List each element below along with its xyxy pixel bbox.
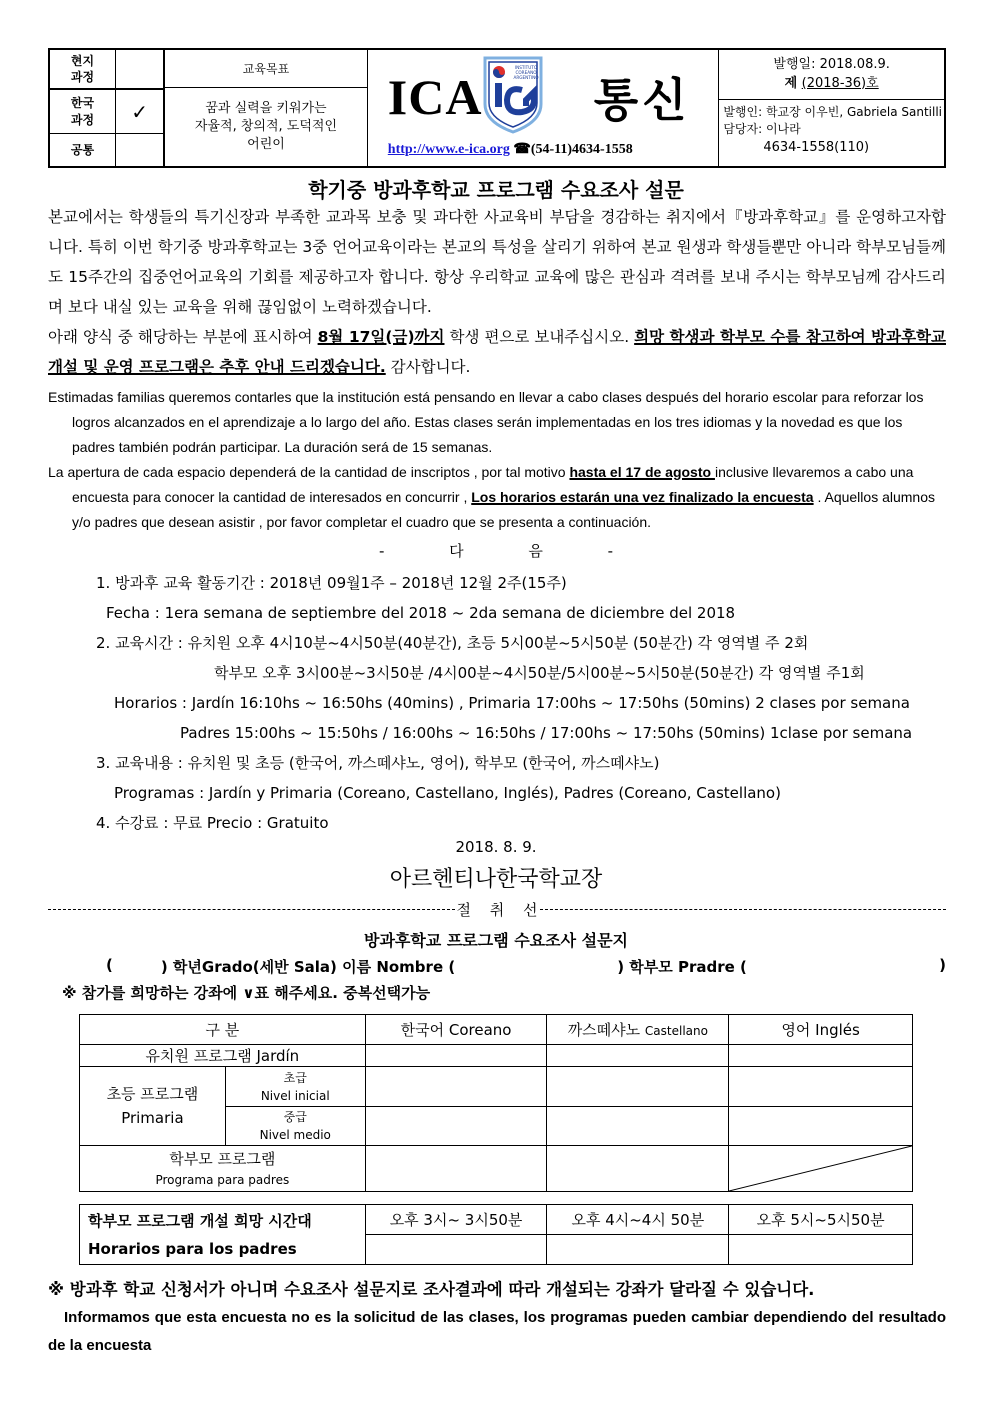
disabled-cell <box>729 1146 913 1192</box>
newsletter-header <box>48 48 946 168</box>
form-title: 방과후학교 프로그램 수요조사 설문지 <box>363 931 628 950</box>
parents-ko: 학부모 프로그램 <box>169 1150 276 1169</box>
parent-label: ) 학부모 Pradre ( <box>617 958 747 976</box>
level-intermediate <box>225 1107 365 1146</box>
issue-number-prefix: 제 <box>784 75 802 91</box>
header-castellano <box>547 1015 729 1045</box>
paren: ( <box>106 956 113 974</box>
intro-spanish-paragraph-1: Estimadas familias queremos contarles que la institución está pensando en llevar a cabo clases después del horario escolar para reforzar los logros alcanzados en el aprendizaje a lo largo del año. Estas clases serán implementadas en los tres idiomas y la novedad es que los padres también podrán participar. La duración será de 15 semanas. <box>48 389 924 455</box>
school-logo-icon <box>482 56 544 134</box>
check-cell[interactable] <box>729 1067 913 1107</box>
check-cell[interactable] <box>365 1235 547 1265</box>
time-table-label <box>80 1205 366 1265</box>
check-cell[interactable] <box>729 1045 913 1067</box>
detail-time-es: Horarios : Jardín 16:10hs ~ 16:50hs (40mins) , Primaria 17:00hs ~ 17:50hs (50mins) 2 clases por semana <box>114 694 910 712</box>
details-heading: - 다 음 - <box>378 542 614 560</box>
detail-time: 2. 교육시간 : 유치원 오후 4시10분~4시50분(40분간), 초등 5시00분~5시50분 (50분간) 각 영역별 주 2회 <box>96 634 809 652</box>
check-cell[interactable] <box>365 1107 547 1146</box>
intro-spanish-paragraph-2 <box>48 460 946 535</box>
check-cell[interactable] <box>547 1235 729 1265</box>
table-header-row <box>80 1015 913 1045</box>
intro-korean-paragraph-1: 본교에서는 학생들의 특기신장과 부족한 교과목 보충 및 과다한 사교육비 부담을 경감하는 취지에서『방과후학교』를 운영하고자합니다. 특히 이번 학기중 방과후학교는 3중 언어교육이라는 본교의 특성을 살리기 위하여 본교 원생과 학생들뿐만 아니라 학부모님들께도 15주간의 집중언어교육의 기회를 제공하고자 합니다. 항상 우리학교 교육에 많은 관심과 격려를 보내 주시는 학부모님께 감사드리며 보다 내실 있는 교육을 위해 끊임없이 노력하겠습니다. <box>48 208 946 316</box>
detail-period-es: Fecha : 1era semana de septiembre del 2018 ~ 2da semana de diciembre del 2018 <box>106 604 736 622</box>
table-row <box>80 1205 913 1235</box>
header-castellano-ko: 까스떼샤노 <box>567 1021 641 1039</box>
curriculum-label: 현지 과정 <box>50 50 116 88</box>
issue-date: 발행일: 2018.08.9. <box>773 56 890 72</box>
detail-period: 1. 방과후 교육 활동기간 : 2018년 09월1주 – 2018년 12월 2주(15주) <box>96 574 567 592</box>
form-fields <box>106 956 946 977</box>
detail-time-parents: 학부모 오후 3시00분~3시50분 /4시00분~4시50분/5시00분~5시50분(50분간) 각 영역별 주1회 <box>214 664 865 682</box>
table-row <box>80 1067 913 1107</box>
detail-time-parents-es: Padres 15:00hs ~ 15:50hs / 16:00hs ~ 16:50hs / 17:00hs ~ 17:50hs (50mins) 1clase por semana <box>180 724 913 742</box>
curriculum-row-local <box>50 50 163 90</box>
check-cell[interactable] <box>547 1067 729 1107</box>
check-cell[interactable] <box>365 1067 547 1107</box>
header-english: 영어 Inglés <box>729 1015 913 1045</box>
time-label-ko: 학부모 프로그램 개설 희망 시간대 <box>88 1211 312 1230</box>
check-cell[interactable] <box>547 1107 729 1146</box>
issue-number-value: (2018-36)호 <box>801 75 879 91</box>
staff-info <box>719 100 944 166</box>
check-cell[interactable] <box>365 1146 547 1192</box>
detail-content: 3. 교육내용 : 유치원 및 초등 (한국어, 까스떼샤노, 영어), 학부모 (한국어, 까스떼샤노) <box>96 754 660 772</box>
logo-text-line: ARGENTINO <box>513 75 539 80</box>
table-row <box>80 1146 913 1192</box>
cut-line <box>48 898 946 920</box>
table-row <box>80 1045 913 1067</box>
publisher: 발행인: 학교장 이우빈, Gabriela Santilli <box>723 105 942 119</box>
level-beginner-es: Nivel inicial <box>260 1088 330 1103</box>
dashed-line <box>48 909 455 910</box>
curriculum-check <box>116 50 163 88</box>
dashed-line <box>540 909 947 910</box>
header-korean: 한국어 Coreano <box>365 1015 547 1045</box>
form-instruction: ※ 참가를 희망하는 강좌에 ∨표 해주세요. 중복선택가능 <box>62 984 431 1002</box>
row-primary-label <box>80 1067 226 1146</box>
brand-name: ICA <box>387 69 483 125</box>
notice-text: 희망 학생과 학부모 수를 참고하여 방과후학교 개설 및 운영 프로그램은 추후 안내 드리겠습니다. <box>48 328 946 376</box>
parent-name-input[interactable] <box>747 956 939 977</box>
issue-number <box>719 75 944 94</box>
header-castellano-es: Castellano <box>644 1024 708 1038</box>
contact-person: 담당자: 이나라 <box>723 122 801 137</box>
check-cell[interactable] <box>729 1235 913 1265</box>
disclaimer-korean: ※ 방과후 학교 신청서가 아니며 수요조사 설문지로 조사결과에 따라 개설되는 강좌가 달라질 수 있습니다. <box>48 1280 815 1299</box>
check-cell[interactable] <box>365 1045 547 1067</box>
diagonal-slash-icon <box>729 1146 912 1191</box>
text: . Aquellos alumnos y/o padres que desean asistir , por favor completar el cuadro que se presenta a continuación. <box>72 489 935 530</box>
logo-text-line: COREANO <box>515 70 537 75</box>
grade-name-label: ) 학년Grado(세반 Sala) 이름 Nombre ( <box>160 958 456 976</box>
text: 감사합니다. <box>385 358 471 376</box>
education-goal <box>165 50 368 166</box>
row-kinder-label: 유치원 프로그램 Jardín <box>80 1045 366 1067</box>
check-cell[interactable] <box>729 1107 913 1146</box>
goal-title: 교육목표 <box>165 50 367 88</box>
detail-content-es: Programas : Jardín y Primaria (Coreano, Castellano, Inglés), Padres (Coreano, Castellano) <box>114 784 781 802</box>
deadline: 8월 17일(금)까지 <box>317 328 445 346</box>
parent-time-table <box>79 1204 913 1265</box>
issue-info <box>719 50 944 166</box>
disclaimer-spanish: Informamos que esta encuesta no es la solicitud de las clases, los programas pueden cambiar dependiendo del resultado de la encuesta <box>48 1309 946 1354</box>
details-list <box>96 568 946 838</box>
curriculum-label: 한국 과정 <box>50 90 116 133</box>
document-title: 학기중 방과후학교 프로그램 수요조사 설문 <box>308 178 684 202</box>
principal-signature: 아르헨티나한국학교장 <box>389 867 603 892</box>
time-slot: 오후 3시~ 3시50분 <box>365 1205 547 1235</box>
level-intermediate-es: Nivel medio <box>259 1128 331 1142</box>
parents-es: Programa para padres <box>155 1172 290 1187</box>
primary-ko: 초등 프로그램 <box>106 1085 199 1103</box>
detail-fee: 4. 수강료 : 무료 Precio : Gratuito <box>96 814 329 832</box>
primary-es: Primaria <box>121 1109 184 1127</box>
name-input[interactable] <box>455 956 617 977</box>
program-selection-table <box>79 1014 913 1192</box>
text: La apertura de cada espacio dependerá de la cantidad de inscriptos , por tal motivo <box>48 464 570 480</box>
newsletter-title: 통신 <box>593 73 691 127</box>
row-parents-label <box>80 1146 366 1192</box>
text: 학생 편으로 보내주십시오. <box>444 328 635 346</box>
curriculum-table <box>50 50 165 166</box>
time-slot: 오후 4시~4시 50분 <box>547 1205 729 1235</box>
website-link[interactable]: http://www.e-ica.org <box>387 142 510 157</box>
level-intermediate-ko: 중급 <box>283 1110 307 1124</box>
signature-date: 2018. 8. 9. <box>455 838 537 856</box>
check-cell[interactable] <box>547 1146 729 1192</box>
paren: ) <box>939 956 946 974</box>
text: 아래 양식 중 해당하는 부분에 표시하여 <box>48 328 318 346</box>
cut-line-label: 절 취 선 <box>456 900 538 919</box>
curriculum-row-common <box>50 134 163 166</box>
intro-spanish <box>48 385 946 535</box>
masthead <box>368 50 720 166</box>
contact-phone: 4634-1558(110) <box>763 139 870 155</box>
publication-info <box>719 50 944 100</box>
grade-input[interactable] <box>113 956 161 977</box>
time-slot: 오후 5시~5시50분 <box>729 1205 913 1235</box>
intro-korean-paragraph-2 <box>48 322 946 382</box>
contact-line <box>388 141 633 158</box>
goal-text: 꿈과 실력을 키워가는 자율적, 창의적, 도덕적인 어린이 <box>194 100 338 153</box>
curriculum-row-korean <box>50 90 163 134</box>
check-cell[interactable] <box>547 1045 729 1067</box>
curriculum-label: 공통 <box>50 134 116 166</box>
notice-text: Los horarios estarán una vez finalizado la encuesta <box>471 489 814 505</box>
time-label-es: Horarios para los padres <box>88 1239 297 1258</box>
text: inclusive llevaremos a cabo una encuesta para conocer la cantidad de interesados en concurrir , <box>72 464 914 505</box>
level-beginner <box>225 1067 365 1107</box>
checkmark-icon: ✓ <box>131 99 148 124</box>
phone-number: ☎(54-11)4634-1558 <box>513 142 633 157</box>
curriculum-check <box>116 134 163 166</box>
header-category: 구 분 <box>80 1015 366 1045</box>
deadline: hasta el 17 de agosto <box>569 464 715 480</box>
level-beginner-ko: 초급 <box>283 1070 307 1085</box>
logo-text-line: INSTITUTO <box>514 65 537 70</box>
